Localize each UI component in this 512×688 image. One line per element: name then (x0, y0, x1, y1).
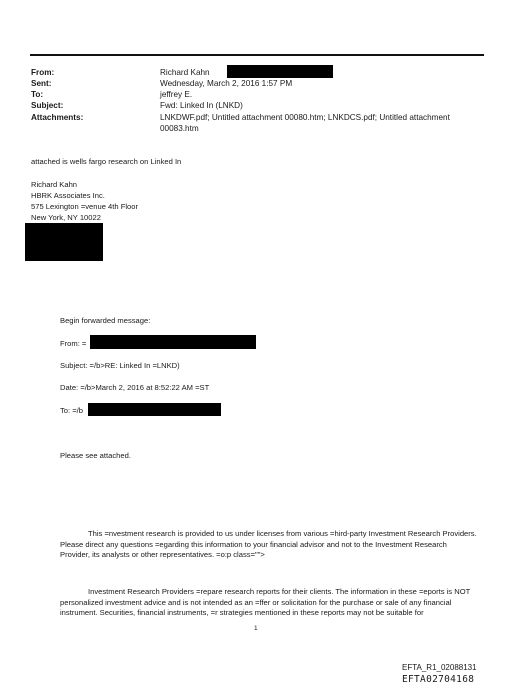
forward-message: Please see attached. (60, 451, 131, 460)
redaction-forward-from (90, 335, 256, 349)
forward-date: Date: =/b>March 2, 2016 at 8:52:22 AM =ST (60, 383, 210, 392)
signature-name: Richard Kahn (31, 180, 78, 189)
sent-label: Sent: (31, 79, 52, 88)
to-label: To: (31, 90, 44, 99)
from-label: From: (31, 68, 55, 77)
forward-to: To: =/b (60, 406, 84, 415)
forward-begin: Begin forwarded message: (60, 316, 151, 325)
redaction-from-email (227, 65, 333, 78)
intro-text: attached is wells fargo research on Linked In (31, 157, 182, 166)
sent-value: Wednesday, March 2, 2016 1:57 PM (160, 79, 293, 88)
redaction-forward-to (88, 403, 221, 416)
header-rule (30, 54, 484, 56)
subject-label: Subject: (31, 101, 64, 110)
page-number: 1 (254, 625, 258, 632)
signature-city: New York, NY 10022 (31, 213, 101, 222)
disclaimer-paragraph-2: Investment Research Providers =repare research reports for their clients. The information in these =eports is NOT personalized investment advice and is not intended as an =ffer or solicitation for the purchase or sale of any financial instrument. Securities, financial instruments, =r strategies mentioned in these reports may not be suitable for (60, 587, 471, 617)
attachments-value: LNKDWF.pdf; Untitled attachment 00080.htm; LNKDCS.pdf; Untitled attachment 00083.htm (160, 113, 450, 133)
signature-company: HBRK Associates Inc. (31, 191, 105, 200)
from-value: Richard Kahn (160, 68, 210, 77)
bates-number-2: EFTA02704168 (402, 674, 475, 685)
forward-subject: Subject: =/b>RE: Linked In =LNKD) (60, 361, 180, 370)
forward-from: From: = (60, 339, 87, 348)
to-value: jeffrey E. (160, 90, 193, 99)
redaction-signature-contact (25, 223, 103, 261)
signature-address: 575 Lexington =venue 4th Floor (31, 202, 139, 211)
bates-number-1: EFTA_R1_02088131 (402, 663, 477, 672)
disclaimer-paragraph-1: This =nvestment research is provided to us under licenses from various =hird-party Investment Research Providers. Please direct any questions =egarding this information to your financial advisor and not to the Investment Research Provider, its analysts or other representatives. =o:p class=""> (60, 529, 477, 559)
attachments-label: Attachments: (31, 113, 84, 122)
subject-value: Fwd: Linked In (LNKD) (160, 101, 243, 110)
